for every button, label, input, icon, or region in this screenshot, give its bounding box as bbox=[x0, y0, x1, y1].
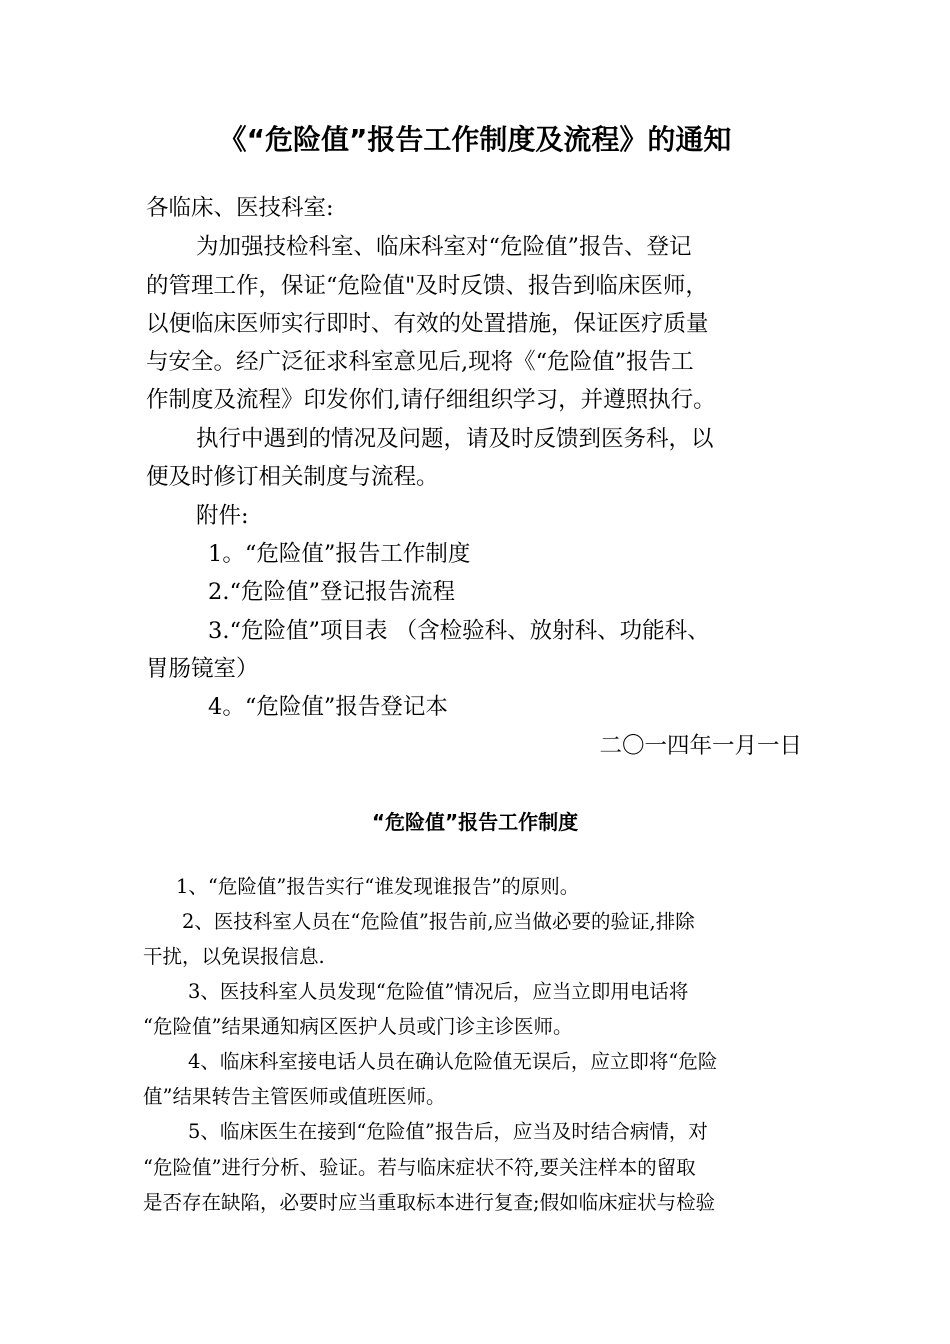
notice-date: 二〇一四年一月一日 bbox=[599, 733, 802, 759]
rule-line-2: 2、医技科室人员在“危险值”报告前,应当做必要的验证,排除 bbox=[182, 910, 695, 933]
rules-title: “危险值”报告工作制度 bbox=[371, 810, 579, 834]
paragraph2-line1: 执行中遇到的情况及问题，请及时反馈到医务科，以 bbox=[196, 426, 714, 452]
rule-line-5: “危险值”结果通知病区医护人员或门诊主诊医师。 bbox=[143, 1015, 573, 1038]
rule-line-1: 1、“危险值”报告实行“谁发现谁报告”的原则。 bbox=[176, 875, 580, 898]
attachment-item-1: 1。“危险值”报告工作制度 bbox=[208, 541, 471, 567]
rule-line-4: 3、医技科室人员发现“危险值”情况后，应当立即用电话将 bbox=[188, 980, 689, 1003]
paragraph1-line5: 作制度及流程》印发你们,请仔细组织学习，并遵照执行。 bbox=[146, 387, 716, 413]
rule-line-10: 是否存在缺陷，必要时应当重取标本进行复查;假如临床症状与检验 bbox=[143, 1191, 716, 1214]
rule-line-7: 值”结果转告主管医师或值班医师。 bbox=[143, 1085, 446, 1108]
salutation: 各临床、医技科室: bbox=[146, 195, 334, 221]
paragraph1-line1: 为加强技检科室、临床科室对“危险值”报告、登记 bbox=[196, 234, 692, 260]
rule-line-3: 干扰，以免误报信息. bbox=[143, 945, 325, 968]
paragraph1-line3: 以便临床医师实行即时、有效的处置措施，保证医疗质量 bbox=[146, 311, 709, 337]
rule-line-9: “危险值”进行分析、验证。若与临床症状不符,要关注样本的留取 bbox=[143, 1156, 696, 1179]
rule-line-8: 5、临床医生在接到“危险值”报告后，应当及时结合病情，对 bbox=[188, 1120, 708, 1143]
paragraph1-line4: 与安全。经广泛征求科室意见后,现将《“危险值”报告工 bbox=[146, 349, 694, 375]
paragraph1-line2: 的管理工作，保证“危险值"及时反馈、报告到临床医师， bbox=[146, 273, 708, 299]
attachment-item-3: 3.“危险值”项目表 （含检验科、放射科、功能科、 bbox=[208, 618, 710, 644]
attachment-item-4: 4。“危险值”报告登记本 bbox=[208, 694, 448, 720]
attachment-item-2: 2.“危险值”登记报告流程 bbox=[208, 579, 455, 605]
attachments-label: 附件: bbox=[196, 503, 249, 529]
rule-line-6: 4、临床科室接电话人员在确认危险值无误后，应立即将“危险 bbox=[188, 1050, 718, 1073]
paragraph2-line2: 便及时修订相关制度与流程。 bbox=[146, 464, 439, 490]
attachment-item-3-continued: 胃肠镜室） bbox=[146, 656, 259, 682]
notice-title: 《“危险值”报告工作制度及流程》的通知 bbox=[218, 123, 732, 156]
